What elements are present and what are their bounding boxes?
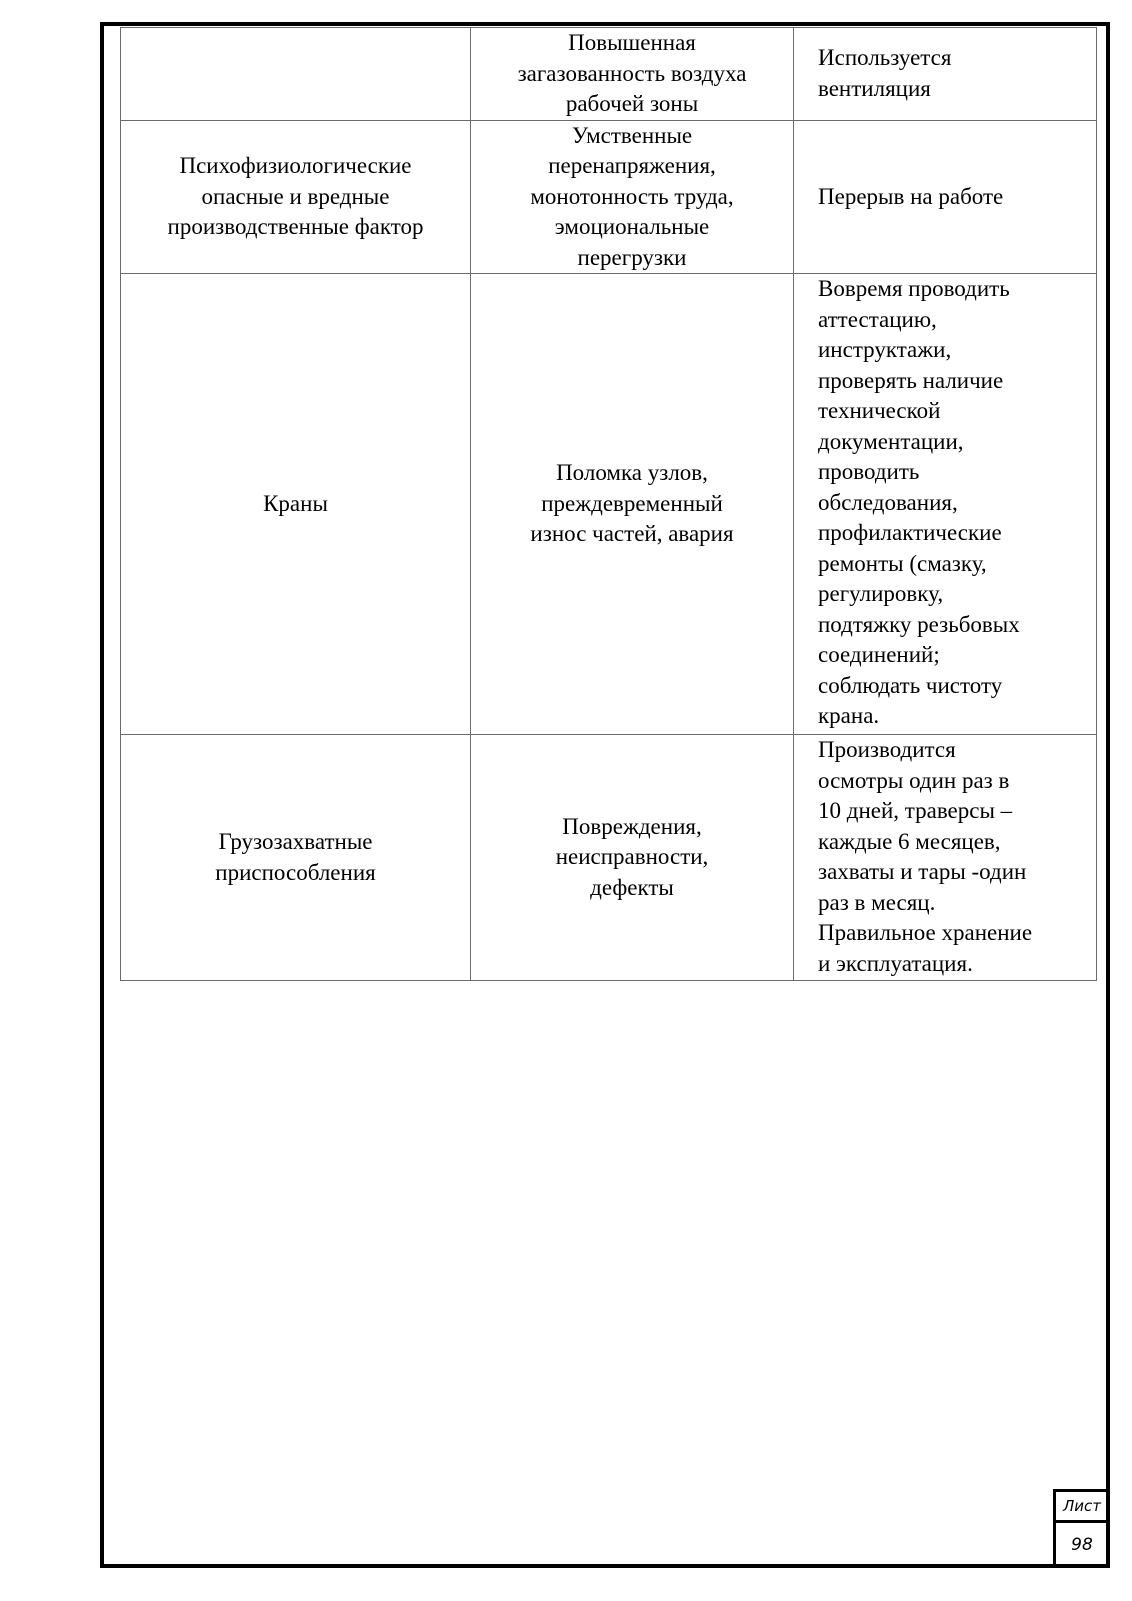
- sheet-label: Лист: [1056, 1492, 1108, 1523]
- hazard-cell: Повреждения, неисправности, дефекты: [471, 735, 794, 981]
- factor-cell: Краны: [121, 274, 471, 735]
- measure-cell: Производится осмотры один раз в 10 дней, траверсы – каждые 6 месяцев, захваты и тары -один раз в месяц. Правильное хранение и эксплуатация.: [794, 735, 1097, 981]
- hazard-cell: Повышенная загазованность воздуха рабочей зоны: [471, 28, 794, 121]
- table-row: [121, 274, 1097, 735]
- sheet-number: 98: [1071, 1535, 1093, 1555]
- table-row: [121, 735, 1097, 981]
- measure-cell: Используется вентиляция: [794, 28, 1097, 121]
- sheet-stamp: [1053, 1489, 1108, 1567]
- hazard-cell: Умственные перенапряжения, монотонность труда, эмоциональные перегрузки: [471, 120, 794, 274]
- hazards-table: [120, 27, 1097, 981]
- table-row: [121, 120, 1097, 274]
- factor-cell: Грузозахватные приспособления: [121, 735, 471, 981]
- table-row: [121, 28, 1097, 121]
- factor-cell: [121, 28, 471, 121]
- hazard-cell: Поломка узлов, преждевременный износ частей, авария: [471, 274, 794, 735]
- measure-cell: Вовремя проводить аттестацию, инструктажи, проверять наличие технической документации, проводить обследования, профилактические ремонты (смазку, регулировку, подтяжку резьбовых соединений; соблюдать чистоту крана.: [794, 274, 1097, 735]
- measure-cell: Перерыв на работе: [794, 120, 1097, 274]
- factor-cell: Психофизиологические опасные и вредные производственные фактор: [121, 120, 471, 274]
